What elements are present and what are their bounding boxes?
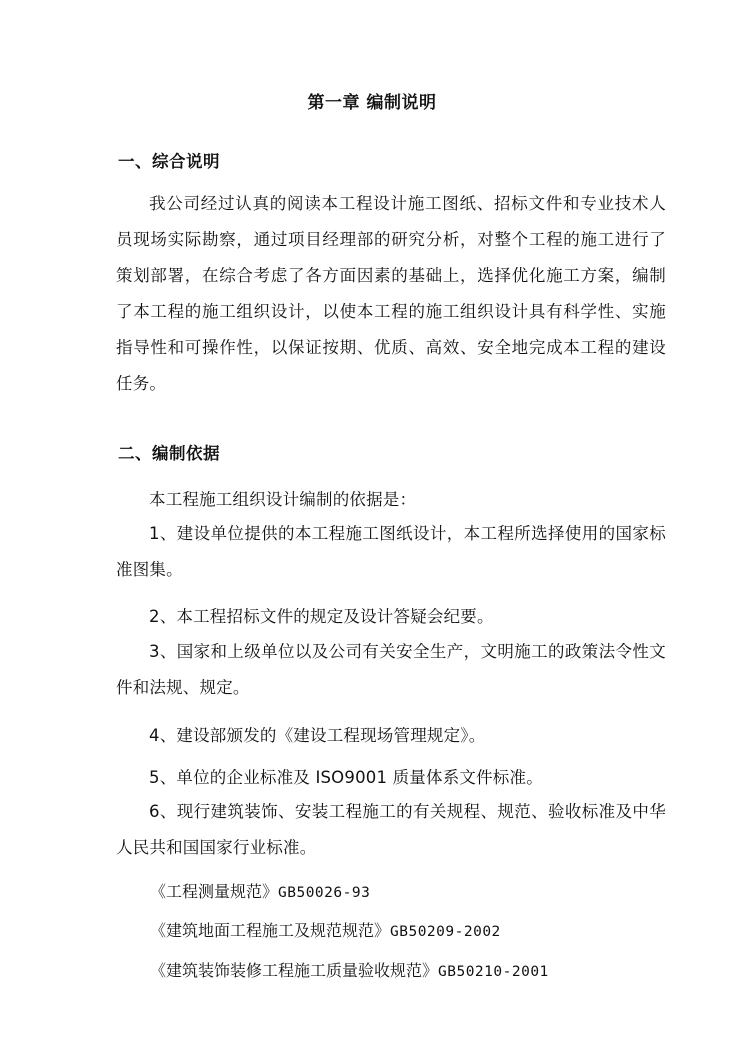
reference-name: 《工程测量规范》 <box>150 882 279 901</box>
overview-paragraph: 我公司经过认真的阅读本工程设计施工图纸、招标文件和专业技术人员现场实际勘察，通过项目经理部的研究分析，对整个工程的施工进行了策划部署，在综合考虑了各方面因素的基础上，选择优化施工方案，编制了本工程的施工组织设计，以使本工程的施工组织设计具有科学性、实施指导性和可操作性，以保证按期、优质、高效、安全地完成本工程的建设任务。 <box>116 194 666 393</box>
reference-code: GB50210-2001 <box>438 964 549 980</box>
reference-item <box>150 918 501 941</box>
basis-intro: 本工程施工组织设计编制的依据是： <box>149 490 417 509</box>
chapter-title: 第一章 编制说明 <box>307 93 437 113</box>
basis-item-1: 1、建设单位提供的本工程施工图纸设计，本工程所选择使用的国家标准图集。 <box>116 524 666 579</box>
basis-item-4: 4、建设部颁发的《建设工程现场管理规定》。 <box>149 726 486 745</box>
basis-item-2: 2、本工程招标文件的规定及设计答疑会纪要。 <box>149 607 494 626</box>
basis-item-3: 3、国家和上级单位以及公司有关安全生产，文明施工的政策法令性文件和法规、规定。 <box>116 642 666 697</box>
section-heading-overview: 一、综合说明 <box>118 152 220 171</box>
reference-code: GB50026-93 <box>278 885 371 901</box>
basis-item-5: 5、单位的企业标准及 ISO9001 质量体系文件标准。 <box>149 768 543 787</box>
reference-code: GB50209-2002 <box>390 924 501 940</box>
basis-item-6: 6、现行建筑装饰、安装工程施工的有关规程、规范、验收标准及中华人民共和国国家行业标准。 <box>116 802 666 857</box>
reference-name: 《建筑地面工程施工及规范规范》 <box>150 921 391 940</box>
reference-item <box>150 879 370 902</box>
section-heading-basis: 二、编制依据 <box>118 444 220 463</box>
reference-name: 《建筑装饰装修工程施工质量验收规范》 <box>150 961 439 980</box>
reference-item <box>150 958 549 981</box>
